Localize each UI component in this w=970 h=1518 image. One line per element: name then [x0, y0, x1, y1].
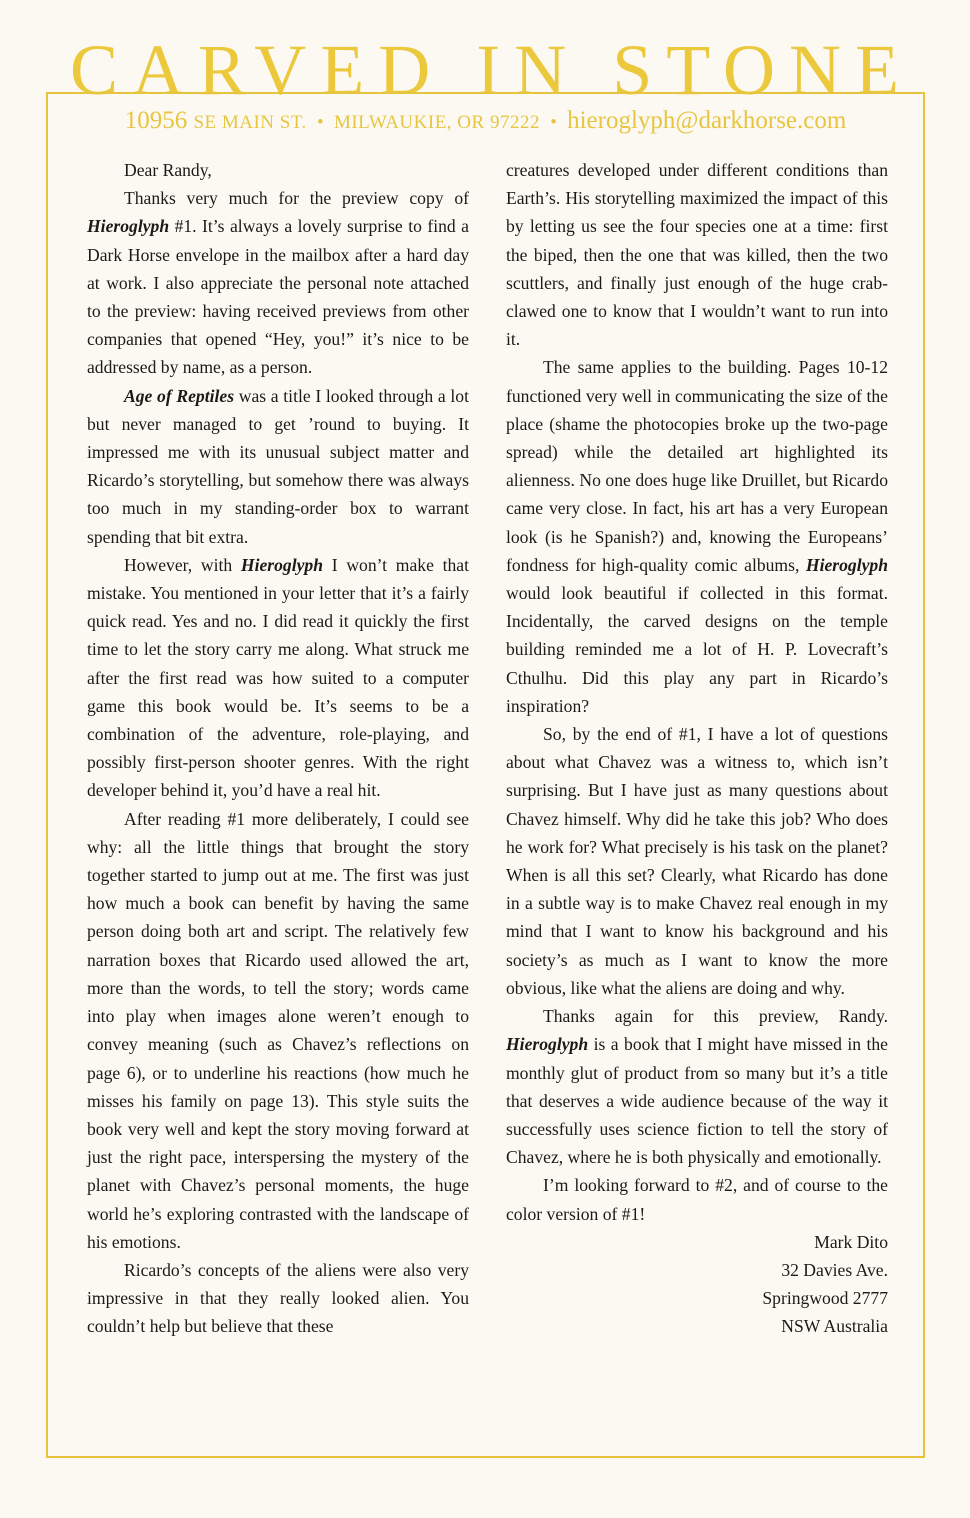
comic-title: Hieroglyph	[805, 554, 888, 575]
address-street: SE MAIN ST.	[193, 112, 307, 133]
letter-paragraph: Thanks very much for the preview copy of Hieroglyph #1. It’s always a lovely surprise to find a Dark Horse envelope in the mailbox after a hard day at work. I also appreciate the personal note attached to the preview: having received previews from other companies that opened “Hey, you!” it’s nice to be addressed by name, as a person.	[87, 188, 469, 378]
comic-title: Age of Reptiles	[124, 385, 235, 406]
signature-block	[506, 1228, 888, 1341]
bullet-icon: •	[550, 112, 557, 133]
email-link[interactable]: hieroglyph@darkhorse.com	[567, 107, 847, 134]
comic-title: Hieroglyph	[506, 1034, 589, 1055]
signature-city: Springwood 2777	[762, 1288, 888, 1309]
letter-paragraph: Thanks again for this preview, Randy. Hieroglyph is a book that I might have missed in the monthly glut of product from so many but it’s a title that deserves a wide audience because of the way it successfully uses science fiction to tell the story of Chavez, where he is both physically and emotionally.	[506, 1006, 888, 1168]
comic-title: Hieroglyph	[87, 216, 170, 237]
address-number: 10956	[124, 107, 188, 134]
letter-column-right	[506, 156, 888, 1341]
letter-paragraph: I’m looking forward to #2, and of course to the color version of #1!	[506, 1175, 888, 1224]
signature-name: Mark Dito	[814, 1231, 888, 1252]
address-city: MILWAUKIE, OR 97222	[333, 112, 540, 133]
bullet-icon: •	[317, 112, 324, 133]
page-title: CARVED IN STONE	[70, 30, 913, 110]
letter-paragraph: Ricardo’s concepts of the aliens were also very impressive in that they really looked alien. You couldn’t help but believe that these	[87, 1259, 469, 1337]
letter-paragraph: Age of Reptiles was a title I looked through a lot but never managed to get ’round to buying. It impressed me with its unusual subject matter and Ricardo’s storytelling, but somehow there was always too much in my standing-order box to warrant spending that bit extra.	[87, 385, 469, 547]
letter-column-left	[87, 156, 469, 1341]
signature-region: NSW Australia	[781, 1316, 888, 1337]
address-line	[46, 105, 925, 139]
letter-paragraph: However, with Hieroglyph I won’t make that mistake. You mentioned in your letter that it’s a fairly quick read. Yes and no. I did read it quickly the first time to let the story carry me along. What struck me after the first read was how suited to a computer game this book would be. It’s seems to be a combination of the adventure, role-playing, and possibly first-person shooter genres. With the right developer behind it, you’d have a real hit.	[87, 554, 469, 801]
comic-title: Hieroglyph	[240, 554, 324, 575]
letter-paragraph: After reading #1 more deliberately, I could see why: all the little things that brought the story together started to jump out at me. The first was just how much a book can benefit by having the same person doing both art and script. The relatively few narration boxes that Ricardo used allowed the art, more than the words, to tell the story; words came into play when images alone weren’t enough to convey meaning (such as Chavez’s reflections on page 6), or to underline his reactions (how much he misses his family on page 13). This style suits the book very well and kept the story moving forward at just the right pace, interspersing the mystery of the planet with Chavez’s personal moments, the huge world he’s exploring contrasted with the landscape of his emotions.	[87, 808, 469, 1252]
signature-street: 32 Davies Ave.	[781, 1259, 888, 1280]
letter-paragraph: So, by the end of #1, I have a lot of questions about what Chavez was a witness to, which isn’t surprising. But I have just as many questions about Chavez himself. Why did he take this job? Who does he work for? What precisely is his task on the planet? When is all this set? Clearly, what Ricardo has done in a subtle way is to make Chavez real enough in my mind that I want to know his background and his society’s as much as I want to know the more obvious, like what the aliens are doing and why.	[506, 724, 888, 998]
letter-paragraph-continued: creatures developed under different conditions than Earth’s. His storytelling maximized the impact of this by letting us see the four species one at a time: first the biped, then the one that was killed, then the two scuttlers, and finally just enough of the huge crab-clawed one to know that I wouldn’t want to run into it.	[506, 160, 888, 350]
salutation: Dear Randy,	[124, 160, 212, 180]
letter-paragraph: The same applies to the building. Pages 10-12 functioned very well in communicating the size of the place (shame the photocopies broke up the two-page spread) while the detailed art highlighted its alienness. No one does huge like Druillet, but Ricardo came very close. In fact, his art has a very European look (is he Spanish?) and, knowing the Europeans’ fondness for high-quality comic albums, Hieroglyph would look beautiful if collected in this format. Incidentally, the carved designs on the temple building reminded me a lot of H. P. Lovecraft’s Cthulhu. Did this play any part in Ricardo’s inspiration?	[506, 357, 888, 716]
